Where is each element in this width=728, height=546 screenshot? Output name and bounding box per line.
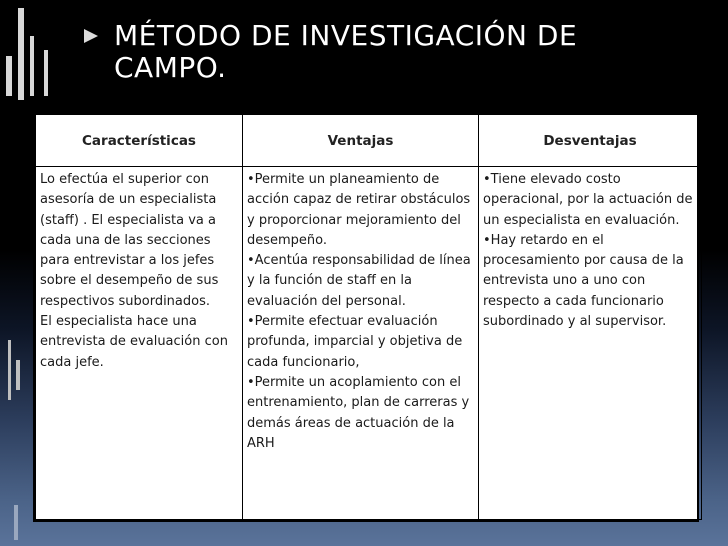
decorative-bar [30,36,34,96]
slide-title-block [84,20,684,84]
decorative-bar [8,340,11,400]
comparison-table [33,112,699,522]
header-caracteristicas: Características [36,115,243,167]
bullet-arrow-icon [84,29,98,43]
cell-text: •Permite un acoplamiento con el entrenamiento, plan de carreras y demás áreas de actuación de la ARH [247,374,470,451]
cell-text: •Permite un planeamiento de acción capaz de retirar obstáculos y proporcionar mejoramiento del desempeño. [247,172,471,248]
cell-text: •Tiene elevado costo operacional, por la actuación de un especialista en evaluación. [483,172,693,228]
cell-text: Lo efectúa el superior con asesoría de un especialista (staff) . El especialista va a cada una de las secciones para entrevistar a los jefes sobre el desempeño de sus respectivos subordinados. [40,172,219,309]
decorative-bar [44,50,48,96]
cell-text: •Permite efectuar evaluación profunda, imparcial y objetiva de cada funcionario, [247,314,463,370]
decorative-bar [18,8,24,100]
table-header-row [36,115,702,167]
cell-ventajas [243,167,479,520]
header-ventajas: Ventajas [243,115,479,167]
table-row [36,167,702,520]
decorative-bar [16,360,20,390]
cell-desventajas [479,167,702,520]
cell-text: •Acentúa responsabilidad de línea y la función de staff en la evaluación del personal. [247,253,471,309]
cell-text: •Hay retardo en el procesamiento por causa de la entrevista uno a uno con respecto a cada funcionario subordinado y al supervisor. [483,232,684,330]
cell-caracteristicas [36,167,243,520]
header-desventajas: Desventajas [479,115,702,167]
decorative-bar [6,56,12,96]
cell-text: El especialista hace una entrevista de evaluación con cada jefe. [40,314,228,370]
slide-title: MÉTODO DE INVESTIGACIÓN DE CAMPO. [114,19,578,84]
decorative-bar [14,505,18,540]
